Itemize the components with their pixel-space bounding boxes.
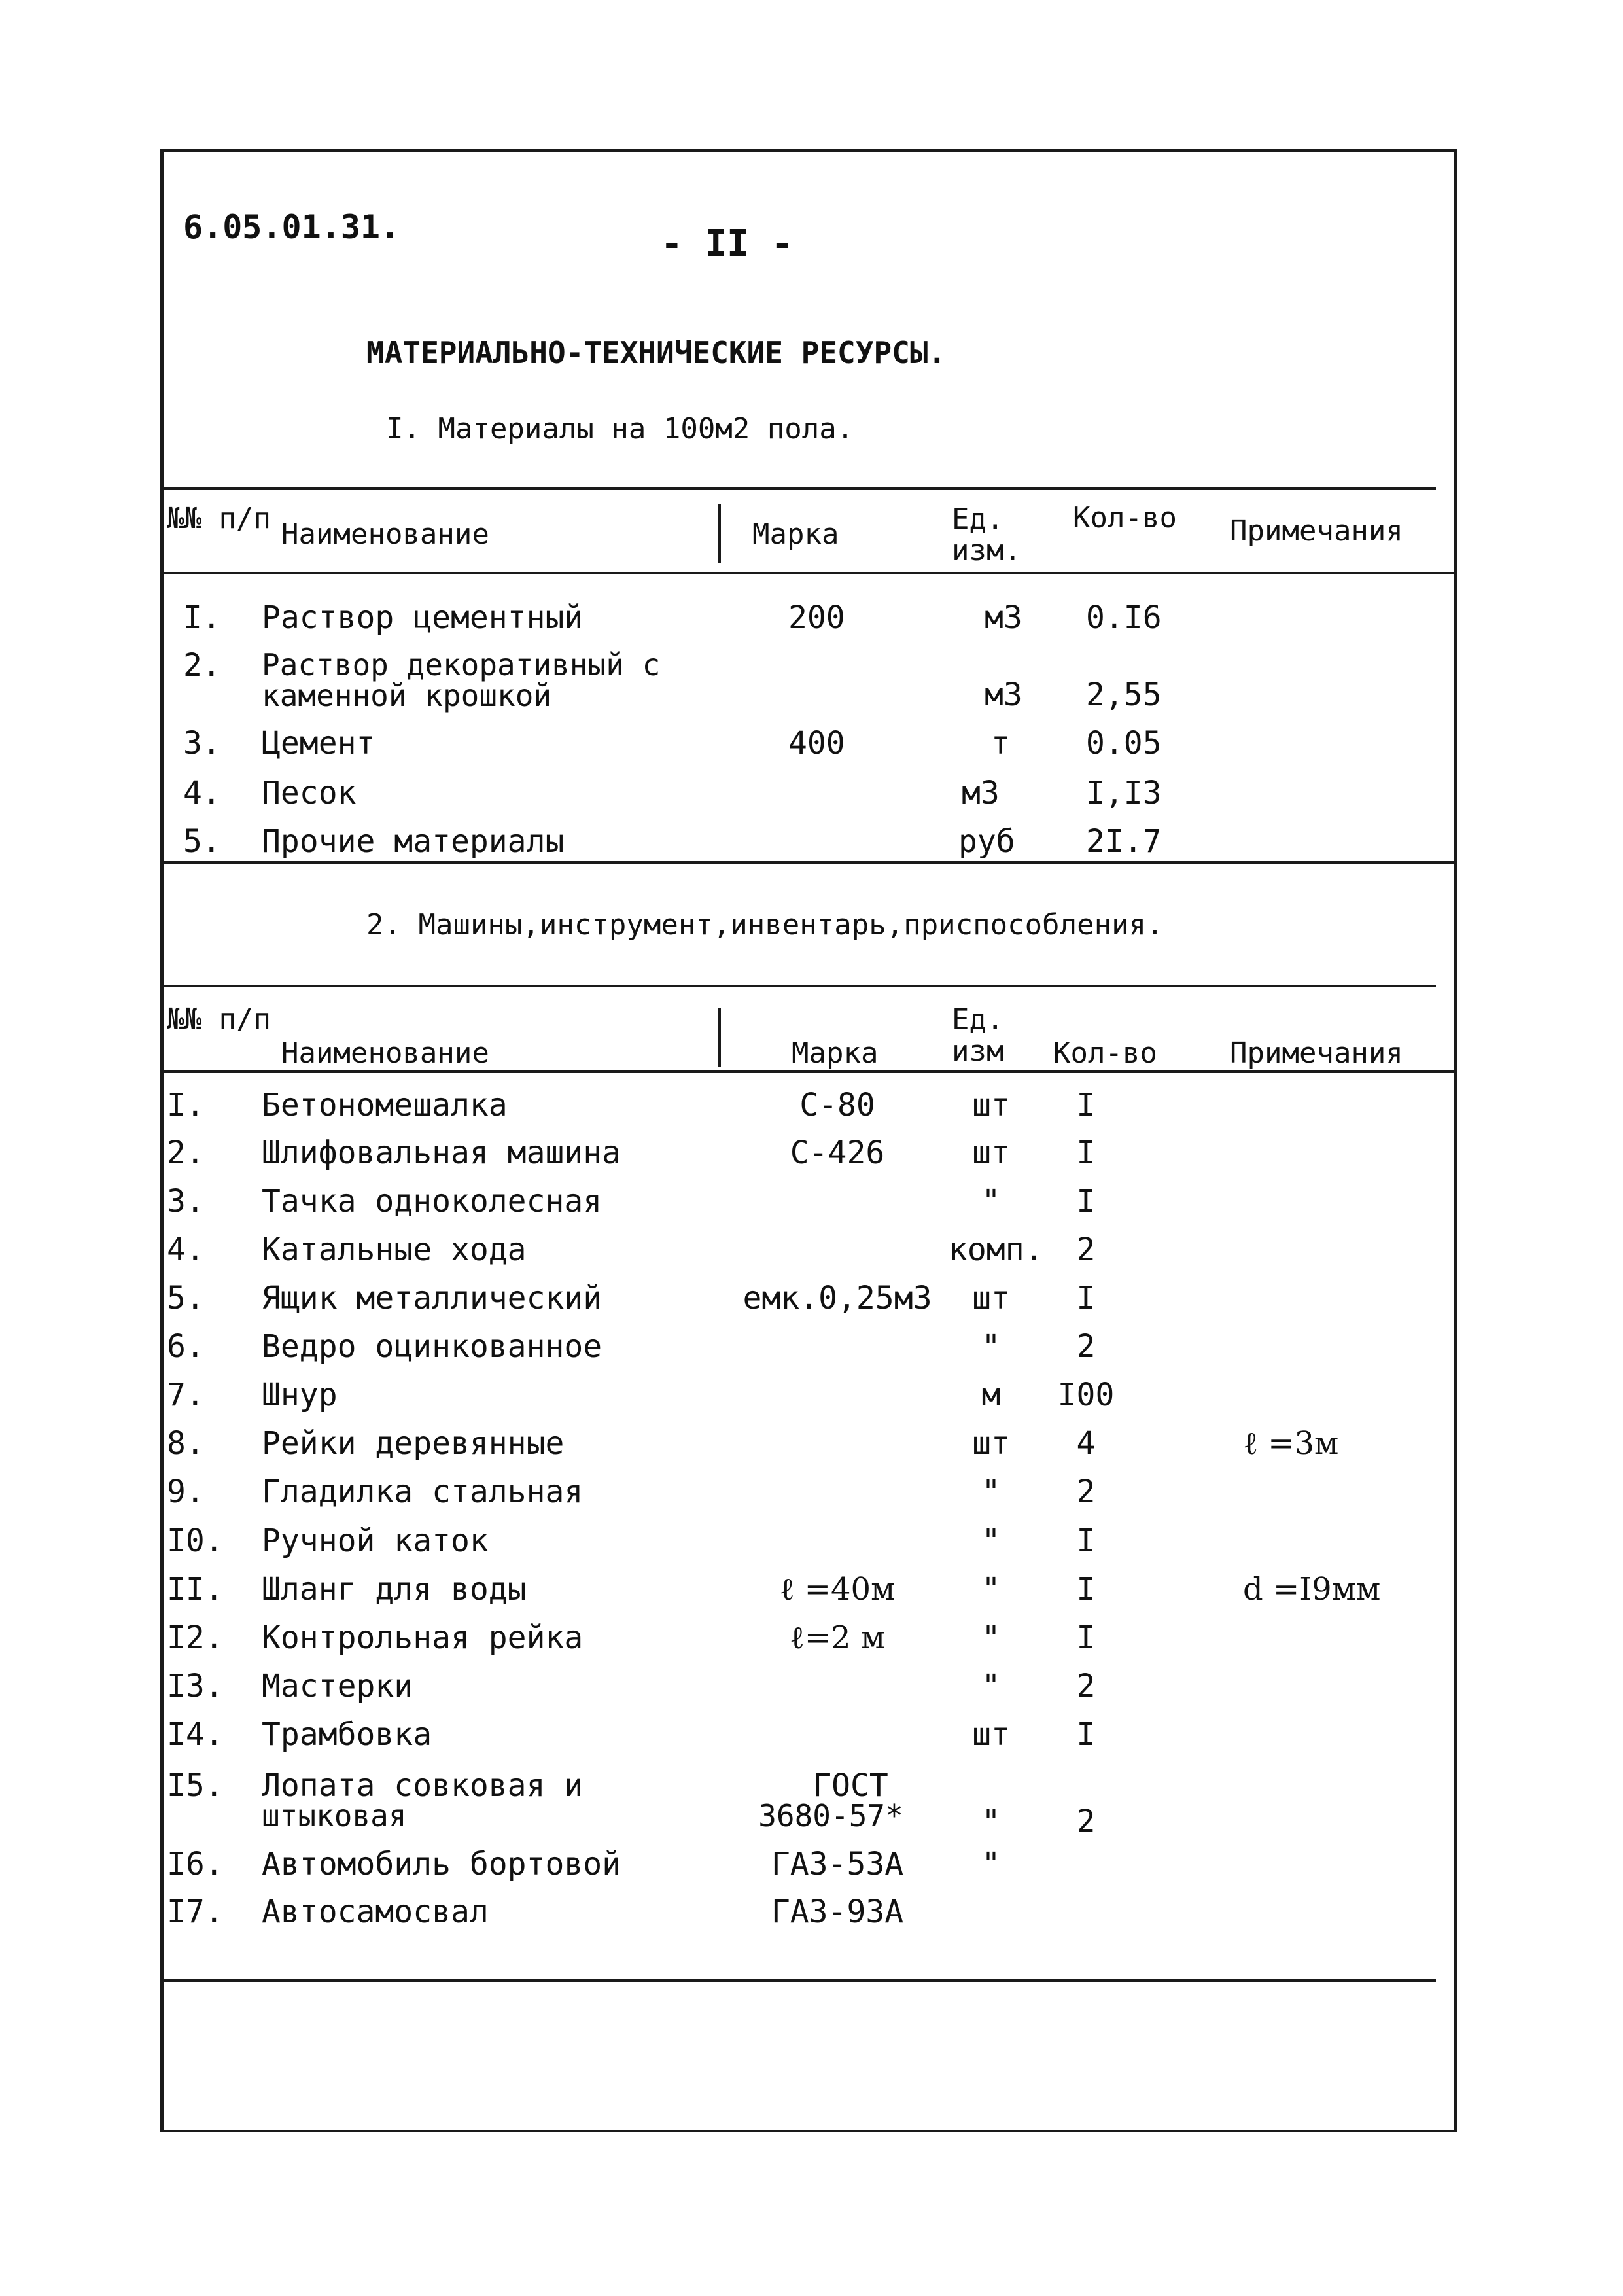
row-unit: м [981,1377,1001,1413]
row-name: Ручной каток [262,1523,489,1559]
table1-col-qty: Кол-во [1073,501,1177,535]
row-name: Шланг для воды [262,1571,527,1608]
row-name: Бетономешалка [262,1087,508,1123]
table2-col-mark: Марка [792,1036,879,1070]
row-unit: шт [972,1280,1010,1316]
row-qty: 2 [1076,1328,1096,1365]
row-name: Шлифовальная машина [262,1135,621,1171]
page-title: МАТЕРИАЛЬНО-ТЕХНИЧЕСКИЕ РЕСУРСЫ. [366,335,947,370]
table2-divider [718,1008,721,1067]
table1-col-unit: Ед. изм. [952,503,1021,568]
row-number: 8. [167,1425,205,1462]
row-number: I2. [167,1619,224,1656]
table1-header-rule [160,572,1457,574]
row-unit: шт [972,1135,1010,1171]
row-number: I4. [167,1716,224,1753]
table2-col-note: Примечания [1230,1036,1403,1070]
page-number: - II - [661,222,794,265]
row-name: Мастерки [262,1668,413,1704]
row-unit: " [981,1474,1001,1510]
row-unit: " [981,1803,1001,1840]
row-number: I. [167,1087,205,1123]
row-name: Ведро оцинкованное [262,1328,602,1365]
row-qty: I00 [1057,1377,1115,1413]
row-unit: шт [972,1716,1010,1753]
row-qty: 2 [1076,1668,1096,1704]
table2-col-name: Наименование [281,1036,489,1070]
table1-col-num: №№ п/п [167,502,271,535]
row-qty: I [1076,1135,1096,1171]
row-unit: " [981,1668,1001,1704]
row-number: 4. [167,1231,205,1268]
row-name: Катальные хода [262,1231,527,1268]
row-unit: " [981,1846,1001,1882]
row-name-line2: штыковая [262,1798,407,1833]
row-mark: С-426 [790,1135,885,1171]
row-qty: 2 [1076,1474,1096,1510]
row-number: II. [167,1571,224,1608]
row-mark-line2: 3680-57* [758,1798,903,1833]
row-mark: ГАЗ-93А [771,1894,904,1930]
row-number: 3. [167,1183,205,1220]
row-mark: ГОСТ [812,1767,888,1804]
row-name: Гладилка стальная [262,1474,584,1510]
row-unit: шт [972,1087,1010,1123]
row-qty: I [1076,1619,1096,1656]
table2-col-unit: Ед. изм [952,1003,1004,1069]
row-unit: комп. [949,1231,1043,1268]
row-name: Автомобиль бортовой [262,1846,621,1882]
row-number: I6. [167,1846,224,1882]
row-qty: 4 [1076,1425,1096,1462]
row-note: d =I9мм [1243,1571,1381,1608]
table1-col-name: Наименование [281,518,489,551]
table2-col-num: №№ п/п [167,1002,271,1036]
table1-bottom-rule [160,861,1456,864]
row-unit: " [981,1619,1001,1656]
row-unit: " [981,1328,1001,1365]
table1-col-mark: Марка [752,518,839,551]
table2-bottom-rule [160,1979,1436,1982]
row-unit: шт [972,1425,1010,1462]
row-number: 5. [167,1280,205,1316]
row-number: 7. [167,1377,205,1413]
row-unit: " [981,1571,1001,1608]
row-number: 2. [167,1135,205,1171]
row-name: Контрольная рейка [262,1619,584,1656]
row-mark: ℓ=2 м [789,1619,886,1656]
row-name: Рейки деревянные [262,1425,565,1462]
row-name: Тачка одноколесная [262,1183,602,1220]
table2-top-rule [160,985,1436,987]
table1-top-rule [160,487,1436,490]
row-qty: 2 [1076,1231,1096,1268]
row-qty: I [1076,1716,1096,1753]
row-unit: " [981,1183,1001,1220]
section1-heading: I. Материалы на 100м2 пола. [386,412,854,446]
row-mark: емк.0,25м3 [742,1280,932,1316]
row-mark: ГАЗ-53А [771,1846,904,1882]
row-name: Трамбовка [262,1716,432,1753]
row-qty: I [1076,1280,1096,1316]
table2-col-qty: Кол-во [1053,1036,1157,1070]
row-number: 6. [167,1328,205,1365]
row-name: Шнур [262,1377,338,1413]
document-code: 6.05.01.31. [183,208,400,246]
row-name: Ящик металлический [262,1280,602,1316]
row-number: I5. [167,1767,224,1804]
table1-col-note: Примечания [1230,514,1403,548]
row-qty: 2 [1076,1803,1096,1840]
table1-divider [718,504,721,563]
row-qty: I [1076,1571,1096,1608]
table2-header-rule [160,1070,1457,1073]
row-number: I3. [167,1668,224,1704]
row-mark: ℓ =40м [779,1571,896,1608]
row-name: Автосамосвал [262,1894,489,1930]
row-unit: " [981,1523,1001,1559]
row-qty: I [1076,1087,1096,1123]
row-name: Лопата совковая и [262,1767,584,1804]
row-number: I7. [167,1894,224,1930]
row-qty: I [1076,1523,1096,1559]
row-number: I0. [167,1523,224,1559]
row-note: ℓ =3м [1243,1425,1339,1462]
row-qty: I [1076,1183,1096,1220]
section2-heading: 2. Машины,инструмент,инвентарь,приспособления. [366,908,1164,942]
row-number: 9. [167,1474,205,1510]
row-mark: С-80 [799,1087,875,1123]
